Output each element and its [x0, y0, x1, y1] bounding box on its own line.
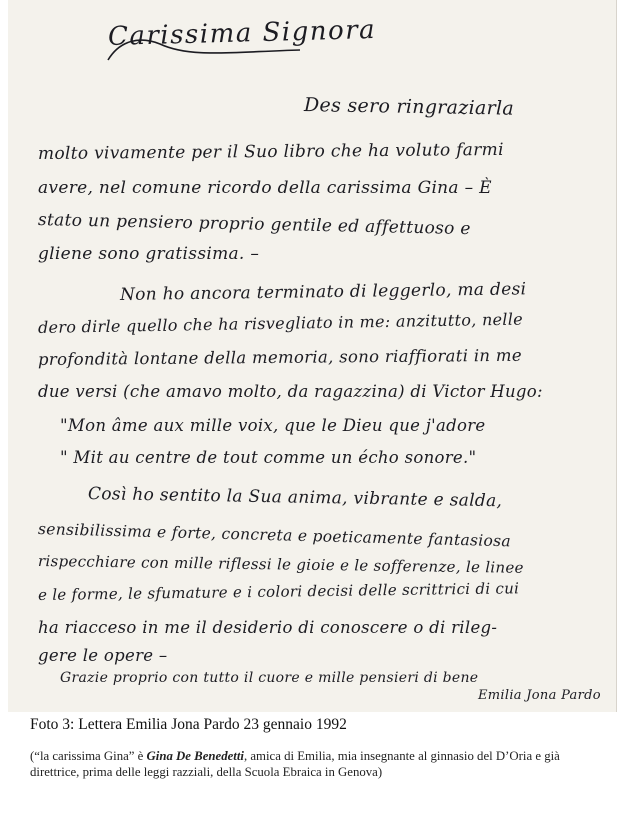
caption-note-rest: , amica di Emilia, mia insegnante al ginnasio del D’Oria e già direttrice, prima delle leggi razziali, della Scuola Ebraica in Genova)	[30, 749, 560, 779]
letter-line: ha riacceso in me il desiderio di conoscere o di rileg-	[38, 618, 498, 637]
caption-note	[30, 748, 598, 780]
letter-line: due versi (che amavo molto, da ragazzina) di Victor Hugo:	[38, 382, 543, 401]
letter-line: sensibilissima e forte, concreta e poeticamente fantasiosa	[37, 520, 512, 551]
letter-closing: Grazie proprio con tutto il cuore e mille pensieri di bene	[60, 670, 479, 686]
letter-line: Così ho sentito la Sua anima, vibrante e salda,	[87, 484, 503, 512]
letter-scan	[8, 0, 617, 712]
letter-salutation: Carissima Signora	[107, 14, 377, 52]
letter-line: "Mon âme aux mille voix, que le Dieu que j'adore	[60, 416, 486, 435]
letter-signature: Emilia Jona Pardo	[478, 688, 601, 703]
caption-note-name: Gina De Benedetti	[146, 749, 244, 763]
letter-line: gere le opere –	[38, 646, 168, 665]
letter-line: e le forme, le sfumature e i colori decisi delle scrittrici di cui	[37, 579, 520, 604]
letter-line: " Mit au centre de tout comme un écho sonore."	[60, 448, 477, 467]
letter-line: profondità lontane della memoria, sono riaffiorati in me	[37, 345, 522, 369]
letter-line: Non ho ancora terminato di leggerlo, ma desi	[119, 279, 527, 305]
letter-line: molto vivamente per il Suo libro che ha voluto farmi	[37, 139, 504, 164]
caption-note-open: (“la carissima Gina” è	[30, 749, 147, 763]
letter-line: Des sero ringraziarla	[303, 94, 515, 120]
letter-line: dero dirle quello che ha risvegliato in me: anzitutto, nelle	[37, 309, 524, 337]
caption-title: Foto 3: Lettera Emilia Jona Pardo 23 gennaio 1992	[30, 716, 347, 733]
salutation-flourish	[100, 30, 320, 70]
letter-line: avere, nel comune ricordo della carissima Gina – È	[38, 178, 492, 198]
letter-line: stato un pensiero proprio gentile ed affettuoso e	[37, 210, 471, 240]
letter-line: rispecchiare con mille riflessi le gioie e le sofferenze, le linee	[37, 552, 524, 577]
letter-line: gliene sono gratissima. –	[38, 244, 260, 264]
